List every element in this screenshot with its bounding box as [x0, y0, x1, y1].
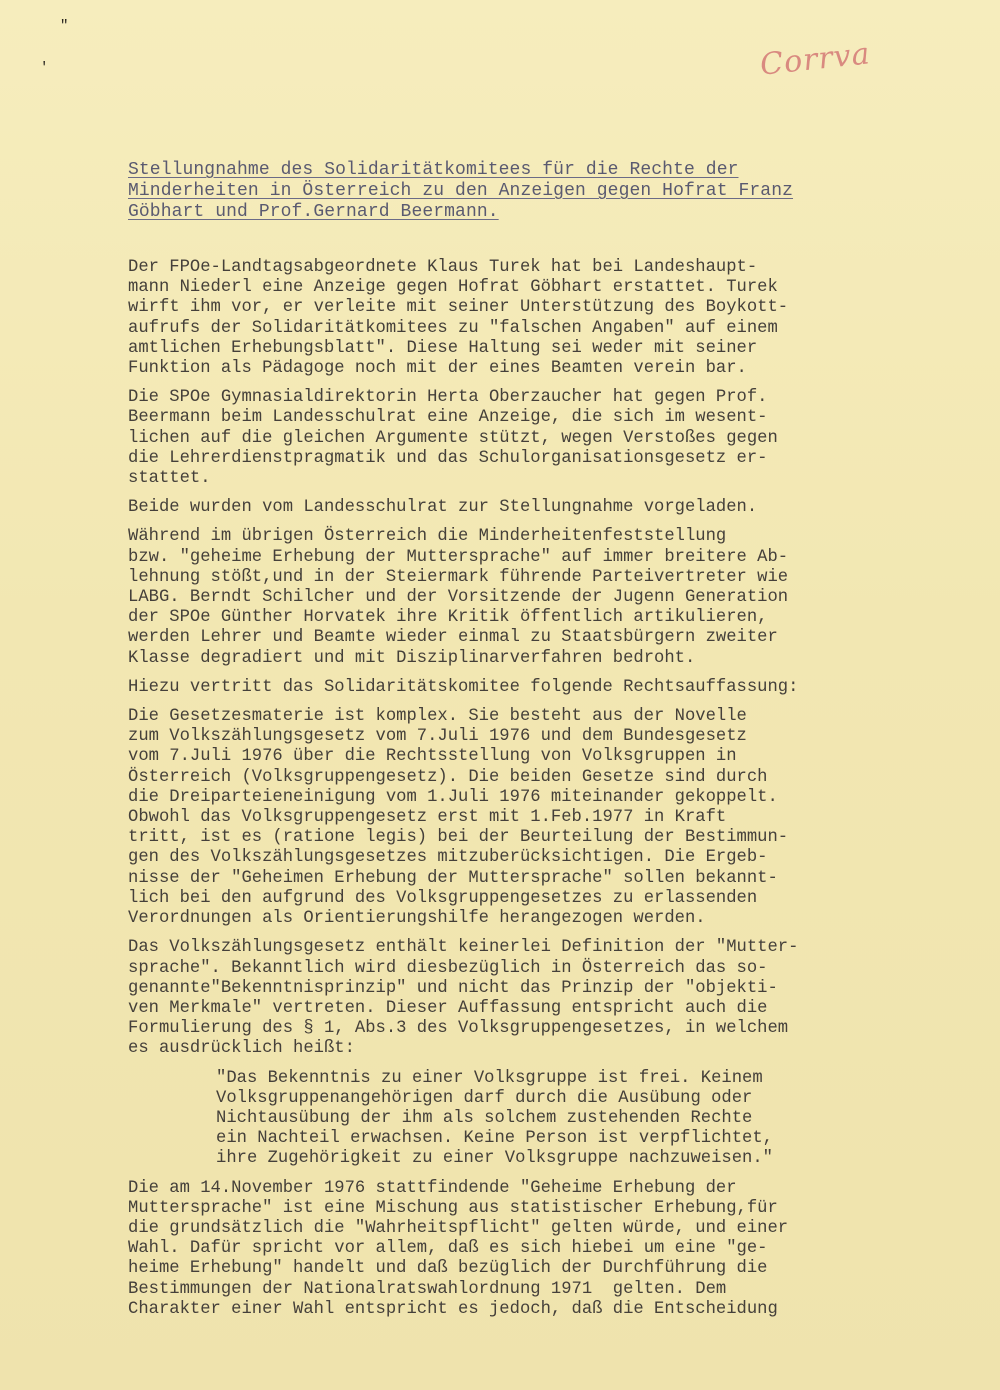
margin-mark: ': [40, 60, 49, 76]
paragraph-oberzaucher: Die SPOe Gymnasialdirektorin Herta Oberzaucher hat gegen Prof. Beermann beim Landesschulrat eine Anzeige, die sich im wesent- lichen auf die gleichen Argumente stützt, wegen Verstoßes gegen die Lehrerdienstpragmatik und das Schulorganisationsgesetz er- stattet.: [128, 388, 778, 489]
paragraph-rechtsauffassung: Hiezu vertritt das Solidaritätskomitee folgende Rechtsauffassung:: [128, 677, 799, 697]
corner-mark: ": [60, 18, 69, 34]
paragraph-turek: Der FPOe-Landtagsabgeordnete Klaus Turek hat bei Landeshaupt- mann Niederl eine Anzeige gegen Hofrat Göbhart erstattet. Turek wirft ihm vor, er verleite mit seiner Unterstützung des Boykott- aufrufs der Solidaritätkomitees zu "falschen Angaben" auf einem amtlichen Erhebungsblatt". Diese Haltung sei weder mit seiner Funktion als Pädagoge noch mit der eines Beamten verein bar.: [128, 258, 789, 379]
document-body: [128, 258, 928, 1329]
paragraph-geheime-erhebung: Die am 14.November 1976 stattfindende "Geheime Erhebung der Muttersprache" ist eine Mischung aus statistischer Erhebung,für die grundsätzlich die "Wahrheitspflicht" gelten würde, und einer Wahl. Dafür spricht vor allem, daß es sich hiebei um eine "ge- heime Erhebung" handelt und daß bezüglich der Durchführung die Bestimmungen der Nationalratswahlordnung 1971 gelten. Dem Charakter einer Wahl entspricht es jedoch, daß die Entscheidung: [128, 1178, 789, 1319]
document-title: Stellungnahme des Solidaritätkomitees für die Rechte der Minderheiten in Österreich zu den Anzeigen gegen Hofrat Franz Göbhart und Prof.Gernard Beermann.: [128, 160, 794, 222]
paragraph-vorgeladen: Beide wurden vom Landesschulrat zur Stellungnahme vorgeladen.: [128, 498, 758, 518]
paragraph-gesetzesmaterie: Die Gesetzesmaterie ist komplex. Sie besteht aus der Novelle zum Volkszählungsgesetz vom 7.Juli 1976 und dem Bundesgesetz vom 7.Juli 1976 über die Rechtsstellung von Volksgruppen in Österreich (Volksgruppengesetz). Die beiden Gesetze sind durch die Dreiparteieneinigung vom 1.Juli 1976 miteinander gekoppelt. Obwohl das Volksgruppengesetz erst mit 1.Feb.1977 in Kraft tritt, ist es (ratione legis) bei der Beurteilung der Bestimmun- gen des Volkszählungsgesetzes mitzuberücksichtigen. Die Ergeb- nisse der "Geheimen Erhebung der Muttersprache" sollen bekannt- lich bei den aufgrund des Volksgruppengesetzes zu erlassenden Verordnungen als Orientierungshilfe herangezogen werden.: [128, 707, 789, 929]
law-quote: "Das Bekenntnis zu einer Volksgruppe ist frei. Keinem Volksgruppenangehörigen darf durch die Ausübung oder Nichtausübung der ihm als solchem zustehenden Rechte ein Nachteil erwachsen. Keine Person ist verpflichtet, ihre Zugehörigkeit zu einer Volksgruppe nachzuweisen.": [216, 1068, 773, 1169]
paragraph-volkszaehlungsgesetz: Das Volkszählungsgesetz enthält keinerlei Definition der "Mutter- sprache". Bekanntlich wird diesbezüglich in Österreich das so- genannte"Bekenntnisprinzip" und nicht das Prinzip der "objekti- ven Merkmale" vertreten. Dieser Auffassung entspricht auch die Formulierung des § 1, Abs.3 des Volksgruppengesetzes, in welchem es ausdrücklich heißt:: [128, 938, 799, 1059]
paragraph-minderheitenfeststellung: Während im übrigen Österreich die Minderheitenfeststellung bzw. "geheime Erhebung der Muttersprache" auf immer breitere Ab- lehnung stößt,und in der Steiermark führende Parteivertreter wie LABG. Berndt Schilcher und der Vorsitzende der Jugenn Generation der SPOe Günther Horvatek ihre Kritik öffentlich artikulieren, werden Lehrer und Beamte wieder einmal zu Staatsbürgern zweiter Klasse degradiert und mit Disziplinarverfahren bedroht.: [128, 527, 789, 668]
handwritten-signature: Corrva: [758, 36, 873, 83]
